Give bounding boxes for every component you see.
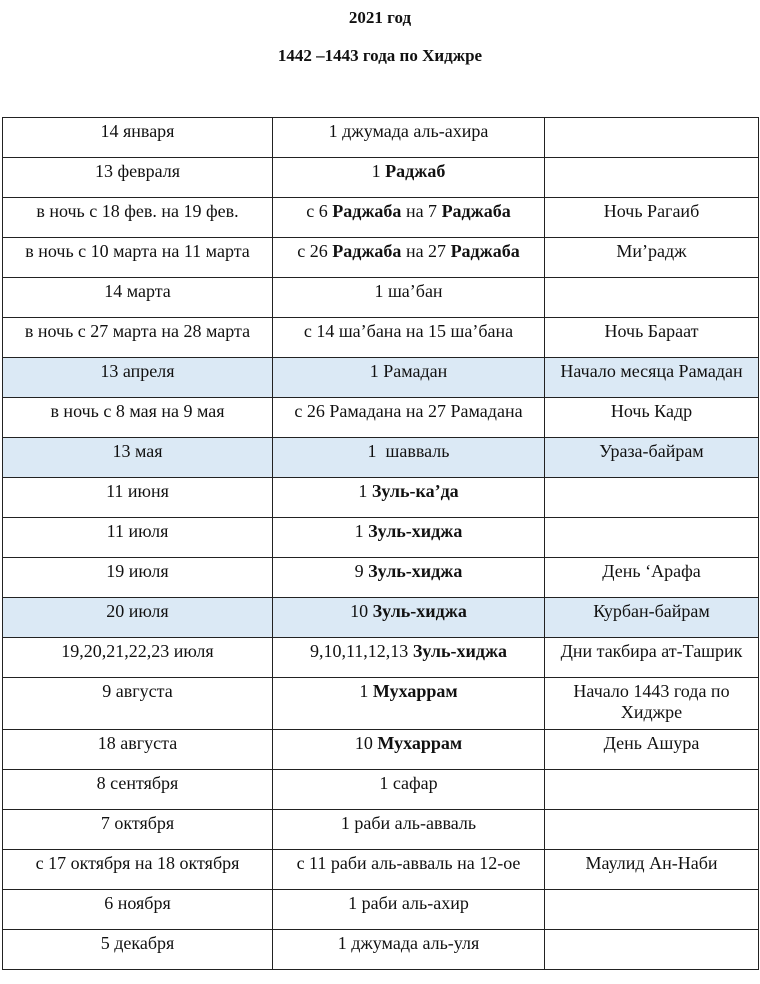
event-cell: Начало 1443 года по Хиджре	[545, 678, 759, 730]
gregorian-date-cell: 11 июня	[3, 478, 273, 518]
gregorian-date-cell: 18 августа	[3, 730, 273, 770]
hijri-date-cell	[273, 478, 545, 518]
table-row	[3, 278, 759, 318]
hijri-date-segment: на 27	[401, 241, 451, 261]
hijri-date-cell	[273, 118, 545, 158]
hijri-date-segment: 1	[359, 681, 373, 701]
hijri-date-cell	[273, 238, 545, 278]
calendar-table	[2, 117, 759, 970]
page-title: 2021 год	[348, 8, 412, 27]
gregorian-date-cell: 5 декабря	[3, 930, 273, 970]
hijri-date-segment: с 6	[306, 201, 333, 221]
hijri-date-segment: на 7	[401, 201, 442, 221]
hijri-date-segment: 1 ша’бан	[374, 281, 443, 301]
hijri-date-segment: 9	[354, 561, 369, 581]
hijri-date-cell	[273, 278, 545, 318]
event-cell	[545, 890, 759, 930]
hijri-date-cell	[273, 158, 545, 198]
gregorian-date-cell: 19,20,21,22,23 июля	[3, 638, 273, 678]
table-row	[3, 158, 759, 198]
table-row	[3, 930, 759, 970]
event-cell: Ми’радж	[545, 238, 759, 278]
event-cell: Ночь Рагаиб	[545, 198, 759, 238]
event-cell: День ‘Арафа	[545, 558, 759, 598]
hijri-date-segment: 10	[354, 733, 378, 753]
hijri-date-segment: 1	[358, 481, 372, 501]
hijri-date-cell	[273, 358, 545, 398]
hijri-date-segment: Зуль-хиджа	[368, 561, 463, 581]
table-row	[3, 810, 759, 850]
table-row	[3, 238, 759, 278]
event-cell	[545, 478, 759, 518]
table-row	[3, 118, 759, 158]
hijri-date-segment: 9,10,11,12,13	[309, 641, 413, 661]
hijri-date-segment: с 26 Рамадана на 27 Рамадана	[294, 401, 523, 421]
hijri-date-segment: Зуль-ка’да	[371, 481, 459, 501]
hijri-date-cell	[273, 558, 545, 598]
gregorian-date-cell: 11 июля	[3, 518, 273, 558]
gregorian-date-cell: 13 апреля	[3, 358, 273, 398]
table-row	[3, 198, 759, 238]
hijri-date-cell	[273, 770, 545, 810]
hijri-date-segment: Раджаба	[332, 241, 402, 261]
hijri-date-cell	[273, 198, 545, 238]
table-row	[3, 890, 759, 930]
event-cell: Ураза-байрам	[545, 438, 759, 478]
hijri-date-segment: Раджаба	[450, 241, 520, 261]
gregorian-date-cell: в ночь с 27 марта на 28 марта	[3, 318, 273, 358]
table-row	[3, 398, 759, 438]
hijri-date-segment: 1	[371, 161, 386, 181]
hijri-date-cell	[273, 890, 545, 930]
table-row	[3, 358, 759, 398]
event-cell	[545, 518, 759, 558]
gregorian-date-cell: 13 мая	[3, 438, 273, 478]
gregorian-date-cell: 14 марта	[3, 278, 273, 318]
event-cell	[545, 930, 759, 970]
hijri-date-segment: 1 джумада аль-ахира	[328, 121, 489, 141]
hijri-date-cell	[273, 438, 545, 478]
table-row	[3, 558, 759, 598]
hijri-date-cell	[273, 518, 545, 558]
hijri-date-segment: Мухаррам	[377, 733, 463, 753]
table-row	[3, 438, 759, 478]
hijri-date-segment: 1 джумада аль-уля	[337, 933, 480, 953]
hijri-date-cell	[273, 598, 545, 638]
gregorian-date-cell: 6 ноября	[3, 890, 273, 930]
hijri-date-segment: 1 сафар	[379, 773, 438, 793]
hijri-date-segment: Раджаб	[385, 161, 446, 181]
table-row	[3, 730, 759, 770]
hijri-date-cell	[273, 730, 545, 770]
event-cell: Ночь Бараат	[545, 318, 759, 358]
hijri-date-cell	[273, 850, 545, 890]
table-row	[3, 318, 759, 358]
hijri-date-segment: Раджаба	[441, 201, 511, 221]
hijri-date-segment: с 26	[297, 241, 333, 261]
hijri-date-segment: Зуль-хиджа	[412, 641, 508, 661]
event-cell: День Ашура	[545, 730, 759, 770]
hijri-date-segment: с 14 ша’бана на 15 ша’бана	[303, 321, 514, 341]
table-row	[3, 850, 759, 890]
event-cell: Дни такбира ат-Ташрик	[545, 638, 759, 678]
event-cell	[545, 158, 759, 198]
gregorian-date-cell: в ночь с 10 марта на 11 марта	[3, 238, 273, 278]
hijri-date-segment: 1	[354, 521, 369, 541]
table-row	[3, 678, 759, 730]
table-row	[3, 598, 759, 638]
table-row	[3, 638, 759, 678]
gregorian-date-cell: в ночь с 18 фев. на 19 фев.	[3, 198, 273, 238]
hijri-date-cell	[273, 398, 545, 438]
gregorian-date-cell: 19 июля	[3, 558, 273, 598]
gregorian-date-cell: 7 октября	[3, 810, 273, 850]
hijri-date-segment: 1 раби аль-ахир	[348, 893, 469, 913]
hijri-date-segment: с 11 раби аль-авваль на 12-ое	[296, 853, 521, 873]
event-cell: Маулид Ан-Наби	[545, 850, 759, 890]
gregorian-date-cell: 13 февраля	[3, 158, 273, 198]
hijri-date-segment: Зуль-хиджа	[368, 521, 463, 541]
event-cell	[545, 770, 759, 810]
gregorian-date-cell: 14 января	[3, 118, 273, 158]
hijri-date-segment: 10	[350, 601, 373, 621]
page-subtitle: 1442 –1443 года по Хиджре	[277, 46, 483, 65]
gregorian-date-cell: 9 августа	[3, 678, 273, 730]
gregorian-date-cell: 20 июля	[3, 598, 273, 638]
calendar-table-body	[3, 118, 759, 970]
hijri-date-cell	[273, 930, 545, 970]
event-cell	[545, 810, 759, 850]
table-row	[3, 770, 759, 810]
gregorian-date-cell: с 17 октября на 18 октября	[3, 850, 273, 890]
hijri-date-cell	[273, 638, 545, 678]
hijri-date-segment: Раджаба	[332, 201, 402, 221]
hijri-date-segment: 1 раби аль-авваль	[340, 813, 477, 833]
table-row	[3, 518, 759, 558]
gregorian-date-cell: в ночь с 8 мая на 9 мая	[3, 398, 273, 438]
event-cell: Ночь Кадр	[545, 398, 759, 438]
hijri-date-segment: 1 Рамадан	[369, 361, 448, 381]
event-cell: Начало месяца Рамадан	[545, 358, 759, 398]
hijri-date-segment: 1 шавваль	[367, 441, 450, 461]
hijri-date-cell	[273, 810, 545, 850]
hijri-date-segment: Мухаррам	[372, 681, 458, 701]
table-row	[3, 478, 759, 518]
event-cell: Курбан-байрам	[545, 598, 759, 638]
event-cell	[545, 278, 759, 318]
hijri-date-cell	[273, 678, 545, 730]
hijri-date-cell	[273, 318, 545, 358]
hijri-date-segment: Зуль-хиджа	[372, 601, 467, 621]
gregorian-date-cell: 8 сентября	[3, 770, 273, 810]
event-cell	[545, 118, 759, 158]
